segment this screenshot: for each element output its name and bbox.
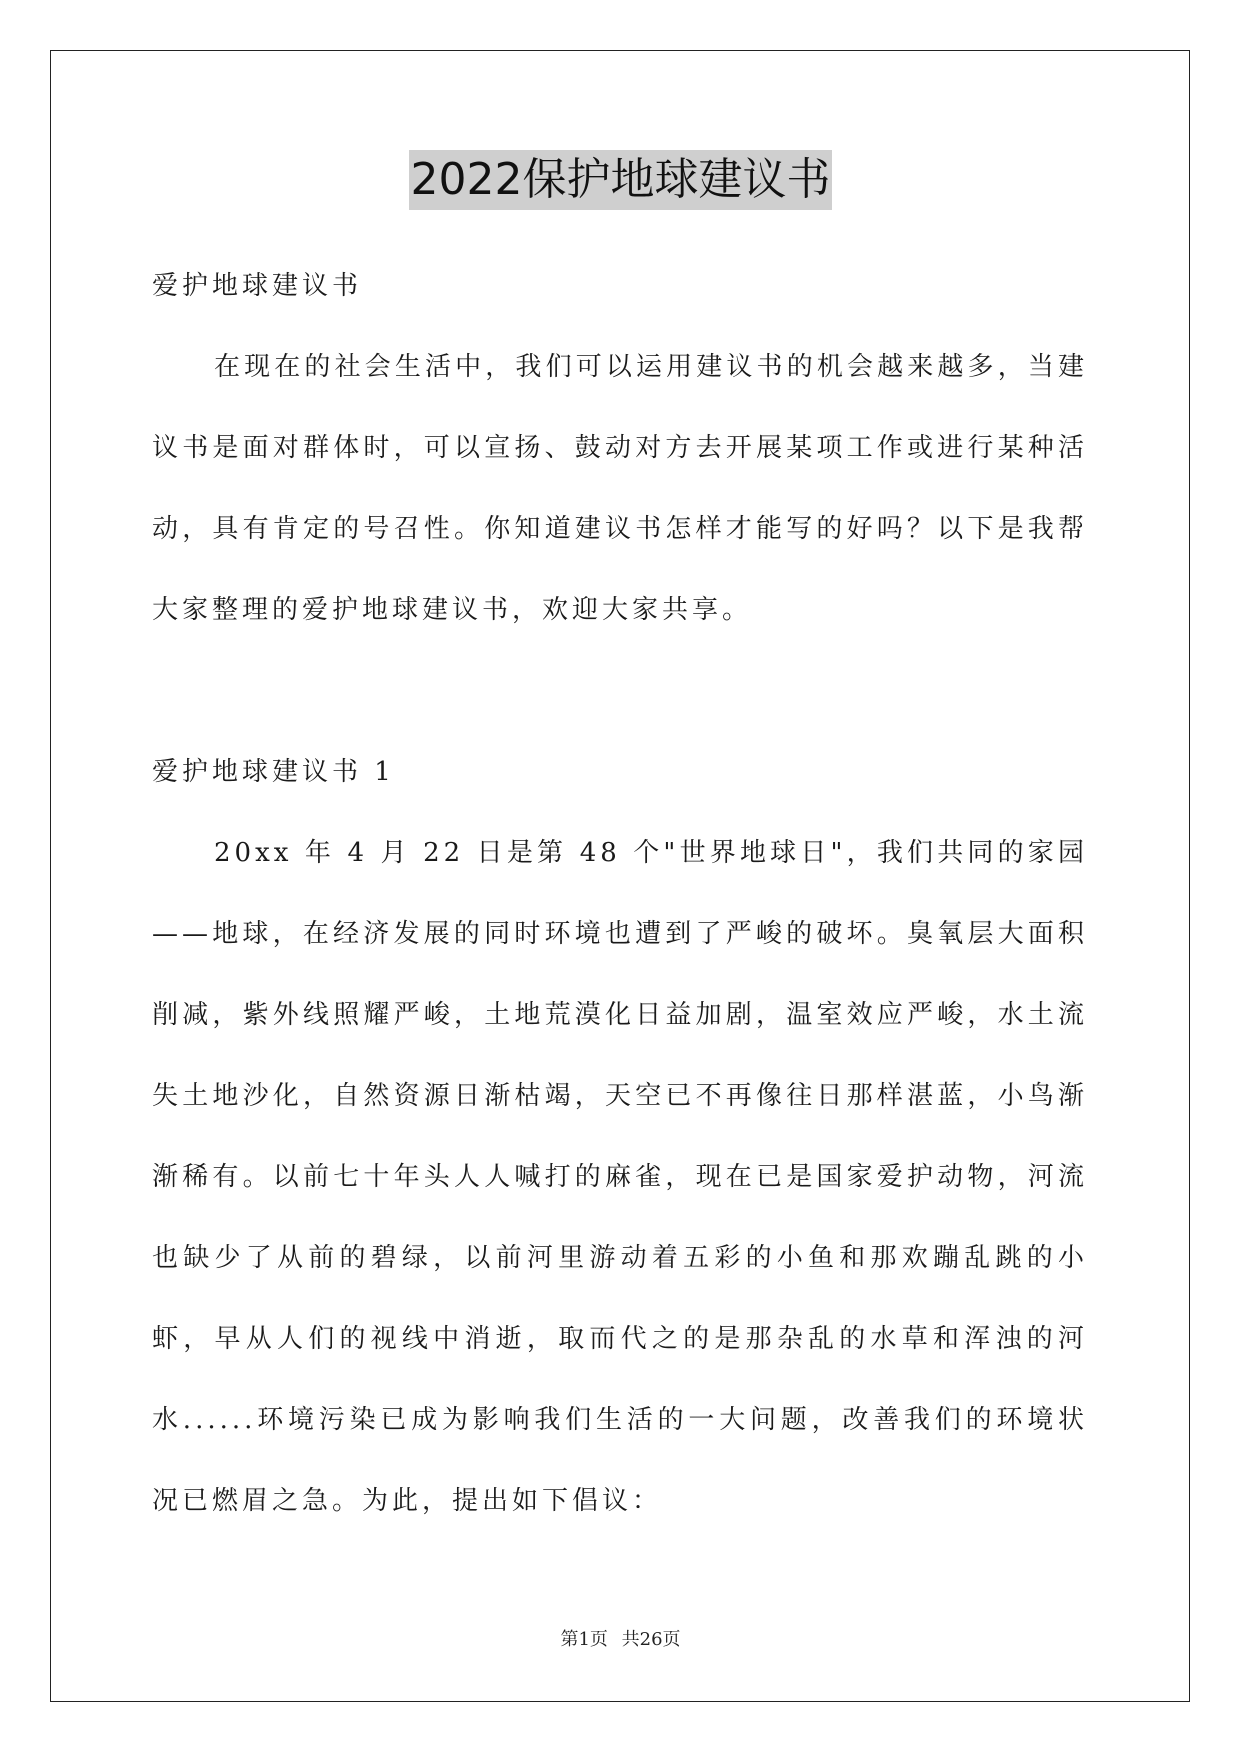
paragraph-intro: 在现在的社会生活中，我们可以运用建议书的机会越来越多，当建议书是面对群体时，可以宣扬、鼓动对方去开展某项工作或进行某种活动，具有肯定的号召性。你知道建议书怎样才能写的好吗？以下是我帮大家整理的爱护地球建议书，欢迎大家共享。: [152, 352, 1088, 625]
document-body: [152, 246, 1088, 1542]
subtitle-intro: 爱护地球建议书: [152, 271, 363, 301]
subtitle-section-1: 爱护地球建议书 1: [152, 757, 395, 787]
page-number: 第1页: [560, 1629, 608, 1650]
title-container: [0, 150, 1241, 210]
document-title: 2022保护地球建议书: [409, 150, 833, 210]
page-footer: [0, 1625, 1241, 1651]
paragraph-section-1: 20xx 年 4 月 22 日是第 48 个"世界地球日"，我们共同的家园——地球，在经济发展的同时环境也遭到了严峻的破坏。臭氧层大面积削减，紫外线照耀严峻，土地荒漠化日益加剧，温室效应严峻，水土流失土地沙化，自然资源日渐枯竭，天空已不再像往日那样湛蓝，小鸟渐渐稀有。以前七十年头人人喊打的麻雀，现在已是国家爱护动物，河流也缺少了从前的碧绿，以前河里游动着五彩的小鱼和那欢蹦乱跳的小虾，早从人们的视线中消逝，取而代之的是那杂乱的水草和浑浊的河水......环境污染已成为影响我们生活的一大问题，改善我们的环境状况已燃眉之急。为此，提出如下倡议：: [152, 838, 1088, 1516]
page-total: 共26页: [621, 1629, 681, 1650]
